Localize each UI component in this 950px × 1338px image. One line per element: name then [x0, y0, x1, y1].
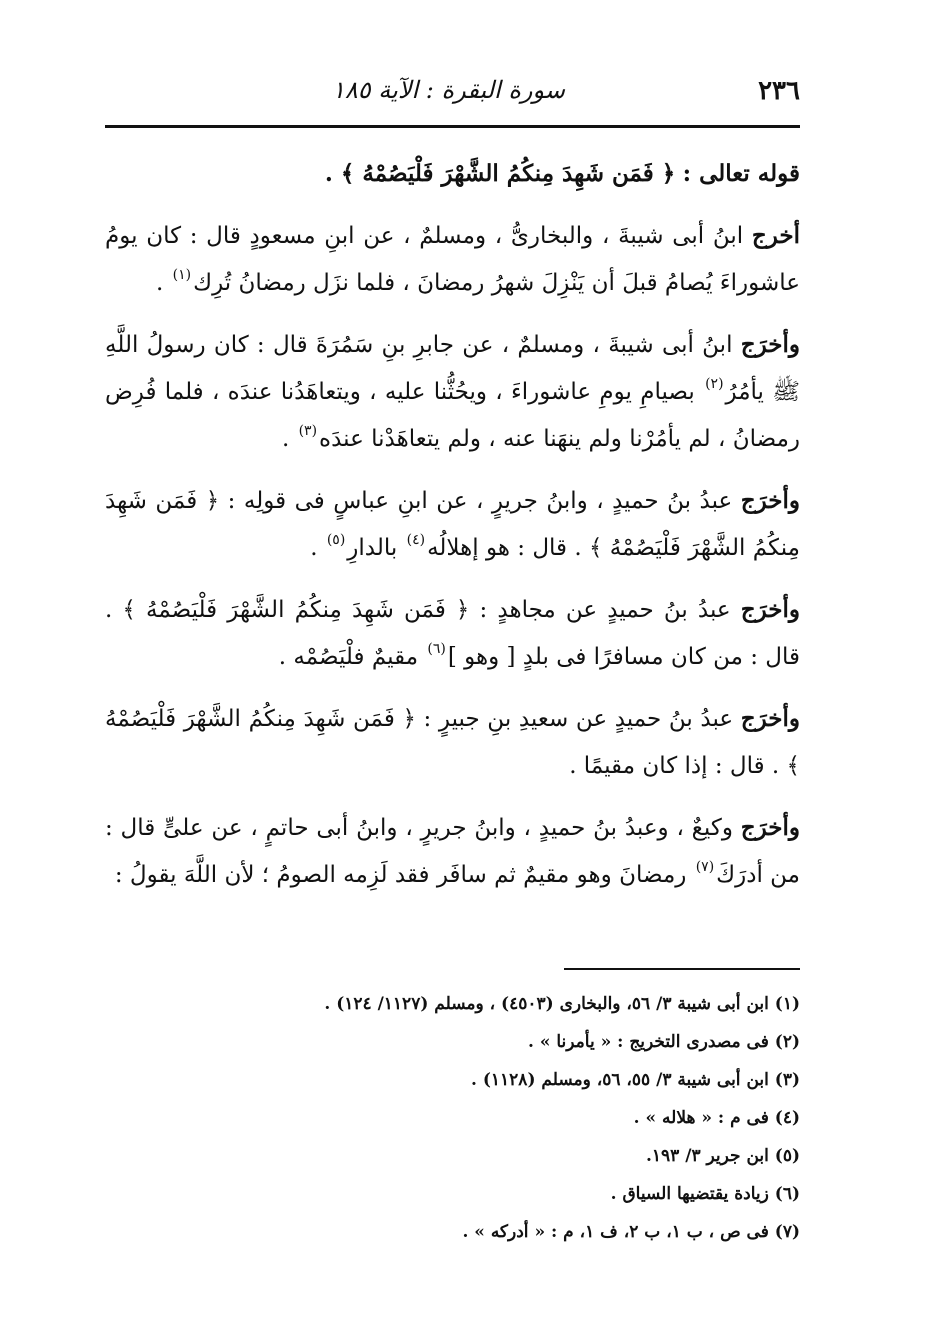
paragraph-tail: رمضانَ وهو مقيمٌ ثم سافَر فقد لَزِمه الصومُ ؛ لأن اللَّهَ يقولُ :	[114, 862, 694, 888]
page-number: ٢٣٦	[758, 76, 800, 106]
footnote-ref: (١)	[172, 267, 192, 283]
footnote-rule	[564, 968, 800, 970]
footnote-item: (٣) ابن أبى شيبة ٣/ ٥٥، ٥٦، ومسلم (١١٢٨) .	[471, 1070, 800, 1090]
paragraph-tail: مقيمٌ فلْيَصُمْه .	[278, 644, 426, 670]
heading-lead: قوله تعالى :	[682, 160, 800, 187]
paragraph	[105, 586, 800, 681]
running-title: سورة البقرة : الآية ١٨٥	[331, 76, 565, 104]
body-text	[105, 150, 800, 913]
paragraph-text: عبدُ بنُ حميدٍ عن سعيدِ بنِ جبيرٍ : ﴿ فَمَن شَهِدَ مِنكُمُ الشَّهْرَ فَلْيَصُمْهُ ﴾ . قال : إذا كان مقيمًا .	[105, 706, 800, 779]
footnote-ref: (٧)	[695, 859, 715, 875]
paragraph-lead: أخرج	[751, 222, 800, 249]
paragraph-lead: وأخرَج	[740, 705, 800, 732]
paragraph	[105, 804, 800, 899]
paragraph-text: ابنُ أبى شيبةَ ، والبخارىُّ ، ومسلمٌ ، عن ابنِ مسعودٍ قال : كان يومُ عاشوراءَ يُصامُ قبلَ أن يَنْزِلَ شهرُ رمضانَ ، فلما نزَل رمضانُ تُرِك	[105, 223, 800, 296]
paragraph-text: عبدُ بنُ حميدٍ ، وابنُ جريرٍ ، عن ابنِ عباسٍ فى قولِه : ﴿ فَمَن شَهِدَ مِنكُمُ الشَّهْرَ فَلْيَصُمْهُ ﴾ . قال : هو إهلالُه	[105, 488, 800, 561]
paragraph	[105, 477, 800, 572]
footnote-item: (١) ابن أبى شيبة ٣/ ٥٦، والبخارى (٤٥٠٣) ، ومسلم (١١٢٧/ ١٢٤) .	[324, 994, 800, 1014]
paragraph-lead: وأخرَج	[740, 487, 800, 514]
footnote-ref: (٦)	[427, 641, 446, 657]
heading-line	[105, 150, 800, 198]
footnote-ref: (٣)	[298, 423, 318, 439]
paragraph-text: وكيعٌ ، وعبدُ بنُ حميدٍ ، وابنُ جريرٍ ، وابنُ أبى حاتمٍ ، عن علىٍّ قال : من أدرَكَ	[105, 815, 800, 888]
paragraph-tail: .	[281, 426, 297, 452]
footnote-ref: (٢)	[705, 376, 724, 392]
paragraph-text: ابنُ أبى شيبةَ ، ومسلمٌ ، عن جابرِ بنِ سَمُرَةَ قال : كان رسولُ اللَّهِ ﷺ يأمُرُ	[105, 332, 801, 405]
footnote-ref: (٥)	[326, 532, 346, 548]
paragraph-tail: بالدارِ	[347, 535, 405, 561]
footnote-item: (٤) فى م : « هلاله » .	[633, 1108, 800, 1128]
paragraph-tail: بصيامِ يومِ عاشوراءَ ، ويحُثُّنا عليه ، ويتعاهَدُنا عندَه ، فلما فُرِض رمضانُ ، لم يأمُرْنا ولم ينهَنا عنه ، ولم يتعاهَدْنا عندَه	[105, 379, 800, 452]
header-rule	[105, 125, 800, 128]
paragraph-lead: وأخرَج	[740, 596, 800, 623]
paragraph	[105, 695, 800, 790]
page-header	[105, 68, 800, 108]
paragraph-lead: وأخرَج	[740, 331, 800, 358]
paragraph-text: عبدُ بنُ حميدٍ عن مجاهدٍ : ﴿ فَمَن شَهِدَ مِنكُمُ الشَّهْرَ فَلْيَصُمْهُ ﴾ . قال : من كان مسافرًا فى بلدٍ [ وهو ]	[105, 597, 800, 670]
footnote-item: (٥) ابن جرير ٣/ ١٩٣.	[646, 1146, 800, 1166]
paragraph-lead: وأخرَج	[740, 814, 800, 841]
paragraph-tail: .	[310, 535, 325, 561]
footnote-item: (٢) فى مصدرى التخريج : « يأمرنا » .	[527, 1032, 800, 1052]
footnotes	[105, 985, 800, 1251]
footnote-item: (٧) فى ص ، ب ١، ب ٢، ف ١، م : « أدركه » .	[462, 1222, 800, 1242]
heading-verse: ﴿ فَمَن شَهِدَ مِنكُمُ الشَّهْرَ فَلْيَصُمْهُ ﴾ .	[324, 160, 676, 187]
paragraph	[105, 212, 800, 307]
footnote-item: (٦) زيادة يقتضيها السياق .	[610, 1184, 800, 1204]
paragraph	[105, 321, 800, 463]
footnote-ref: (٤)	[406, 532, 426, 548]
paragraph-tail: .	[156, 270, 171, 296]
